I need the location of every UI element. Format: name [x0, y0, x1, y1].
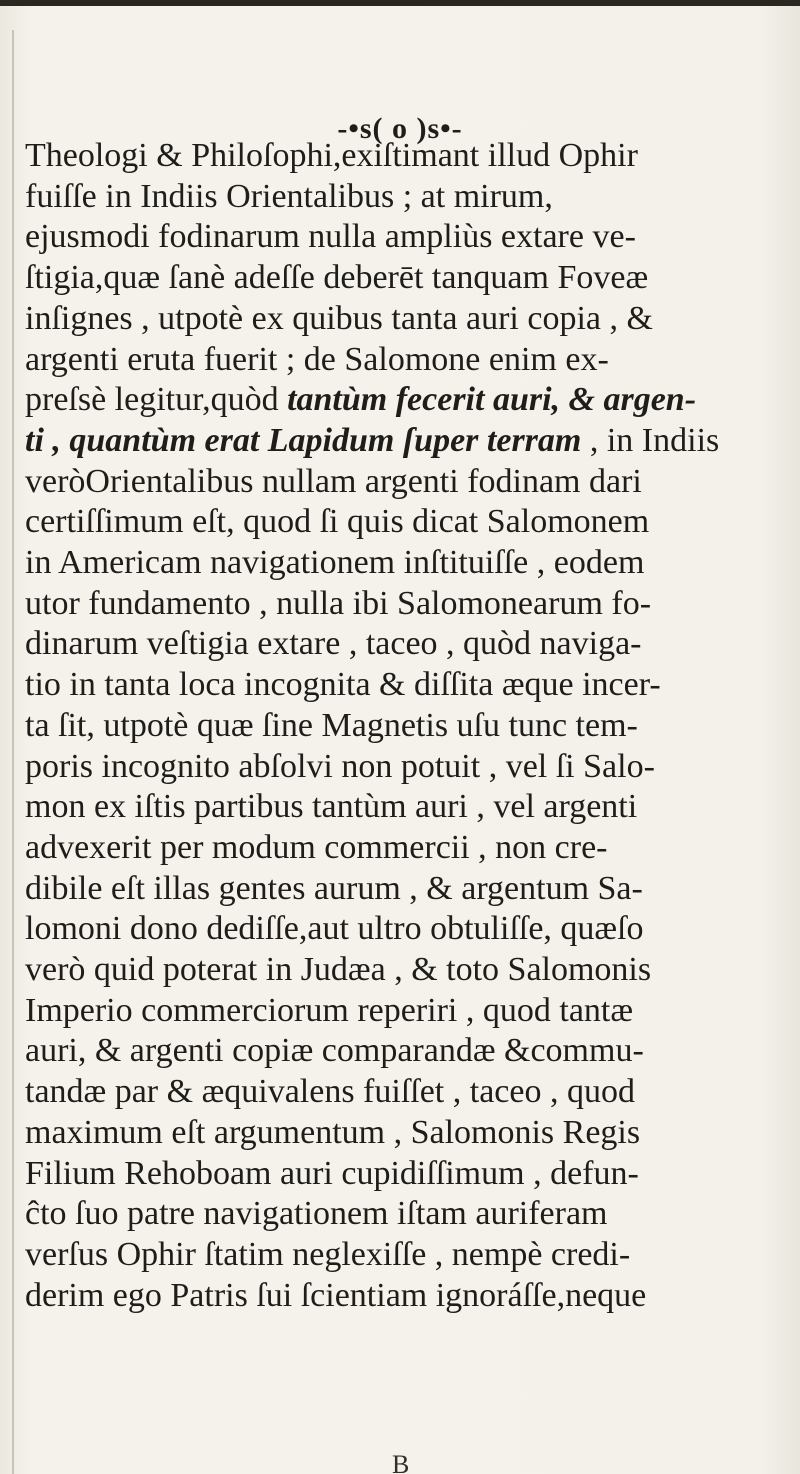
text-segment: veròOrientalibus nullam argenti fodinam dari: [25, 462, 642, 500]
text-segment: auri, & argenti copiæ comparandæ &commu-: [25, 1032, 644, 1070]
text-line: [25, 828, 795, 869]
text-segment: advexerit per modum commercii , non cre-: [25, 828, 608, 866]
text-line: [25, 380, 795, 421]
text-segment: Imperio commerciorum reperiri , quod tantæ: [25, 991, 634, 1029]
text-segment: mon ex iſtis partibus tantùm auri , vel argenti: [25, 788, 638, 826]
text-line: [25, 624, 795, 665]
text-segment: preſsè legitur,quòd: [25, 381, 288, 419]
text-segment: verſus Ophir ſtatim neglexiſſe , nempè credi-: [25, 1235, 631, 1273]
text-segment: ti , quantùm erat Lapidum ſuper terram: [25, 421, 582, 459]
text-segment: argenti eruta fuerit ; de Salomone enim ex-: [25, 340, 609, 378]
text-line: [25, 869, 795, 910]
text-line: [25, 258, 795, 299]
text-segment: tantùm fecerit auri, & argen-: [287, 381, 697, 419]
text-segment: ĉto ſuo patre navigationem iſtam auriferam: [25, 1195, 608, 1233]
text-line: [25, 299, 795, 340]
text-line: [25, 1031, 795, 1072]
text-segment: ſtigia,quæ ſanè adeſſe deberēt tanquam Foveæ: [25, 259, 649, 297]
text-line: [25, 950, 795, 991]
text-segment: derim ego Patris ſui ſcientiam ignoráſſe,neque: [25, 1276, 647, 1314]
gathering-signature: B: [392, 1452, 410, 1474]
left-margin-shadow: [12, 30, 14, 1474]
text-line: [25, 665, 795, 706]
text-segment: poris incognito abſolvi non potuit , vel ſi Salo-: [25, 747, 655, 785]
text-segment: tandæ par & æquivalens fuiſſet , taceo , quod: [25, 1073, 635, 1111]
body-text: [25, 136, 795, 1316]
text-segment: certiſſimum eſt, quod ſi quis dicat Salomonem: [25, 503, 650, 541]
text-line: [25, 706, 795, 747]
text-line: [25, 136, 795, 177]
text-line: [25, 421, 795, 462]
text-line: [25, 1276, 795, 1317]
text-segment: tio in tanta loca incognita & diſſita æque incer-: [25, 666, 661, 704]
text-line: [25, 177, 795, 218]
text-segment: dinarum veſtigia extare , taceo , quòd naviga-: [25, 625, 642, 663]
page-header: -•s( o )s•-: [337, 112, 463, 145]
text-line: [25, 991, 795, 1032]
text-segment: utor fundamento , nulla ibi Salomonearum fo-: [25, 584, 652, 622]
text-segment: maximum eſt argumentum , Salomonis Regis: [25, 1113, 641, 1151]
text-segment: ta ſit, utpotè quæ ſine Magnetis uſu tunc tem-: [25, 706, 638, 744]
text-segment: Theologi & Philoſophi,exiſtimant illud Ophir: [25, 137, 638, 174]
text-line: [25, 462, 795, 503]
text-segment: dibile eſt illas gentes aurum , & argentum Sa-: [25, 869, 643, 907]
text-line: [25, 1194, 795, 1235]
text-line: [25, 909, 795, 950]
text-line: [25, 1235, 795, 1276]
text-line: [25, 584, 795, 625]
text-segment: lomoni dono dediſſe,aut ultro obtuliſſe, quæſo: [25, 910, 644, 948]
text-line: [25, 747, 795, 788]
text-segment: Filium Rehoboam auri cupidiſſimum , defun-: [25, 1154, 639, 1192]
page-top-edge: [0, 0, 800, 6]
text-line: [25, 1154, 795, 1195]
text-line: [25, 502, 795, 543]
text-segment: in Americam navigationem inſtituiſſe , eodem: [25, 544, 645, 582]
text-line: [25, 340, 795, 381]
text-segment: inſignes , utpotè ex quibus tanta auri copia , &: [25, 299, 653, 337]
text-line: [25, 543, 795, 584]
text-line: [25, 1072, 795, 1113]
text-line: [25, 1113, 795, 1154]
text-segment: ejusmodi fodinarum nulla ampliùs extare ve-: [25, 218, 636, 256]
text-segment: verò quid poterat in Judæa , & toto Salomonis: [25, 951, 652, 989]
text-line: [25, 787, 795, 828]
text-segment: , in Indiis: [581, 421, 720, 459]
text-line: [25, 217, 795, 258]
text-segment: fuiſſe in Indiis Orientalibus ; at mirum,: [25, 177, 553, 215]
